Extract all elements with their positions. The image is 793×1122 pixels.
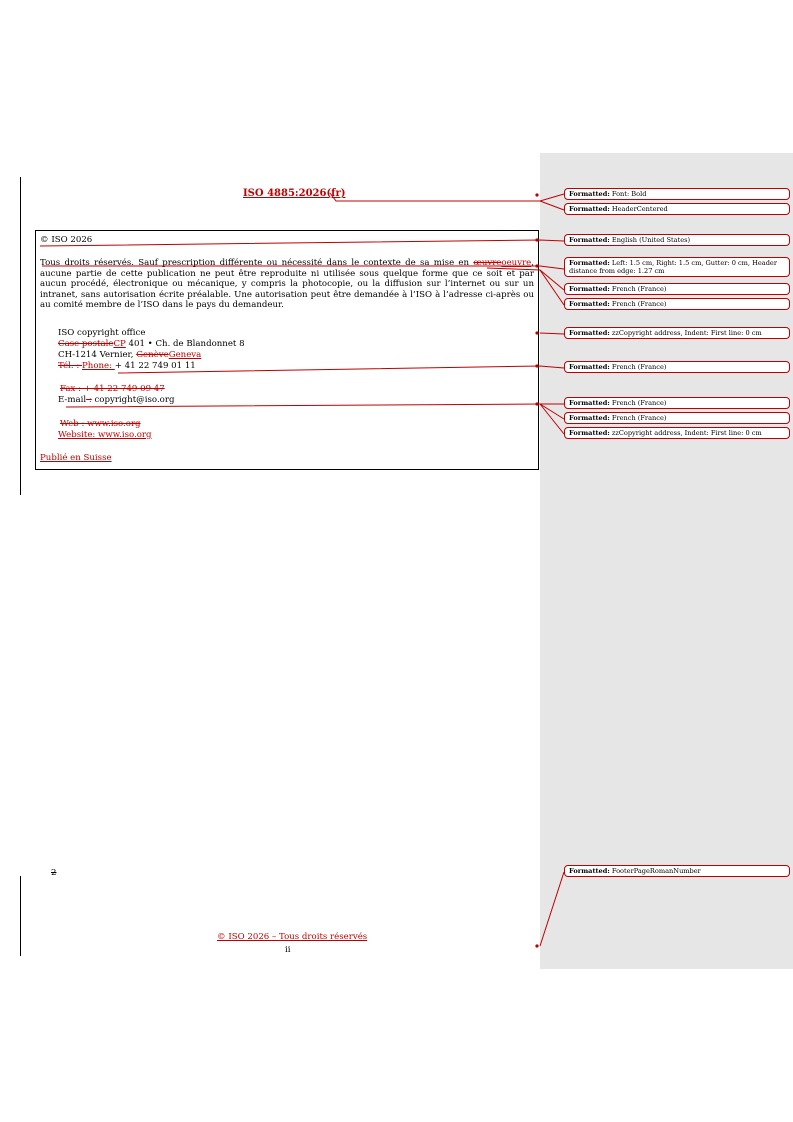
balloon-text: French (France)	[609, 414, 667, 422]
comment-balloon[interactable]	[564, 188, 790, 200]
phone-number: + 41 22 749 01 11	[114, 361, 196, 371]
footer-copyright: © ISO 2026 – Tous droits réservés	[217, 932, 368, 942]
email-value: copyright@iso.org	[91, 395, 175, 405]
anchor-dot	[535, 193, 538, 196]
comment-balloon[interactable]	[564, 283, 790, 295]
balloon-text: FooterPageRomanNumber	[609, 867, 701, 875]
copyright-line: © ISO 2026	[40, 235, 93, 245]
balloon-label: Formatted:	[569, 414, 610, 422]
leader-line	[118, 366, 564, 373]
balloon-label: Formatted:	[569, 285, 610, 293]
website-line: Website: www.iso.org	[58, 430, 152, 440]
anchor-dot	[535, 264, 538, 267]
balloon-text: HeaderCentered	[609, 205, 668, 213]
anchor-dot	[535, 331, 538, 334]
leader-line	[330, 193, 564, 201]
comment-balloon[interactable]	[564, 397, 790, 409]
balloon-label: Formatted:	[569, 190, 610, 198]
balloon-text: French (France)	[609, 300, 667, 308]
leader-line	[540, 404, 564, 419]
comment-balloon[interactable]	[564, 412, 790, 424]
leader-line	[40, 240, 564, 246]
leader-line	[540, 333, 564, 334]
comment-balloon[interactable]	[564, 257, 790, 277]
anchor-dot	[535, 364, 538, 367]
balloon-text: Font: Bold	[609, 190, 647, 198]
office-name: ISO copyright office	[58, 328, 146, 338]
balloon-text: French (France)	[609, 285, 667, 293]
leader-line	[540, 404, 564, 434]
comment-balloon[interactable]	[564, 361, 790, 373]
deleted-text: Case postale	[58, 339, 114, 349]
deleted-text: :	[86, 395, 92, 405]
balloon-label: Formatted:	[569, 236, 610, 244]
paragraph-text: , aucune partie de cette publication ne peut être reproduite ni utilisée sous quelque forme que ce soit et par aucun procédé, électronique ou mécanique, y compris la photocopie, ou la diffusion sur l’internet ou sur un intranet, sans autorisation écrite préalable. Une autorisation peut être demandée à l’ISO à l’adresse ci-après ou au comité membre de l’ISO dans le pays du demandeur.	[40, 258, 534, 311]
deleted-text: œuvre	[473, 258, 502, 268]
balloon-label: Formatted:	[569, 259, 610, 267]
comment-balloon[interactable]	[564, 865, 790, 877]
leader-line	[66, 404, 564, 407]
comment-balloon[interactable]	[564, 427, 790, 439]
comment-balloon[interactable]	[564, 203, 790, 215]
inserted-text: oeuvre	[501, 258, 532, 268]
footer-roman-page: ii	[285, 945, 291, 955]
leader-line	[42, 266, 564, 269]
balloon-text: French (France)	[609, 363, 667, 371]
web-line: Web : www.iso.org	[60, 419, 141, 429]
published-line: Publié en Suisse	[40, 453, 112, 463]
comment-balloon[interactable]	[564, 234, 790, 246]
deleted-text: Genève	[136, 350, 169, 360]
balloon-label: Formatted:	[569, 429, 610, 437]
paragraph-text: Tous droits réservés. Sauf prescription différente ou nécessité dans le contexte de sa mise en	[40, 258, 474, 268]
balloon-label: Formatted:	[569, 300, 610, 308]
leader-line	[540, 872, 564, 946]
balloon-text: zzCopyright address, Indent: First line: 0 cm	[609, 429, 762, 437]
balloon-text: English (United States)	[609, 236, 691, 244]
deleted-text: Tél. :	[58, 361, 82, 371]
anchor-dot	[535, 944, 538, 947]
footer-page-number: 2	[51, 868, 57, 878]
leader-line	[487, 268, 564, 290]
header-title: ISO 4885:2026(fr)	[243, 188, 346, 199]
email-label: E-mail	[58, 395, 87, 405]
inserted-text: Phone:	[82, 361, 115, 371]
balloon-label: Formatted:	[569, 329, 610, 337]
comment-balloon[interactable]	[564, 298, 790, 310]
street-text: 401 • Ch. de Blandonnet 8	[125, 339, 245, 349]
inserted-text: CP	[113, 339, 126, 349]
balloon-label: Formatted:	[569, 363, 610, 371]
leader-line	[540, 201, 564, 210]
balloon-label: Formatted:	[569, 205, 610, 213]
inserted-text: Geneva	[168, 350, 202, 360]
balloon-text: zzCopyright address, Indent: First line: 0 cm	[609, 329, 762, 337]
comment-balloon[interactable]	[564, 327, 790, 339]
anchor-dot	[535, 402, 538, 405]
balloon-label: Formatted:	[569, 399, 610, 407]
anchor-dot	[535, 238, 538, 241]
fax-line: Fax : + 41 22 749 09 47	[60, 384, 165, 394]
balloon-text: Left: 1.5 cm, Right: 1.5 cm, Gutter: 0 cm, Header distance from edge: 1.27 cm	[569, 259, 777, 275]
balloon-text: French (France)	[609, 399, 667, 407]
city-text: CH-1214 Vernier,	[58, 350, 137, 360]
balloon-label: Formatted:	[569, 867, 610, 875]
